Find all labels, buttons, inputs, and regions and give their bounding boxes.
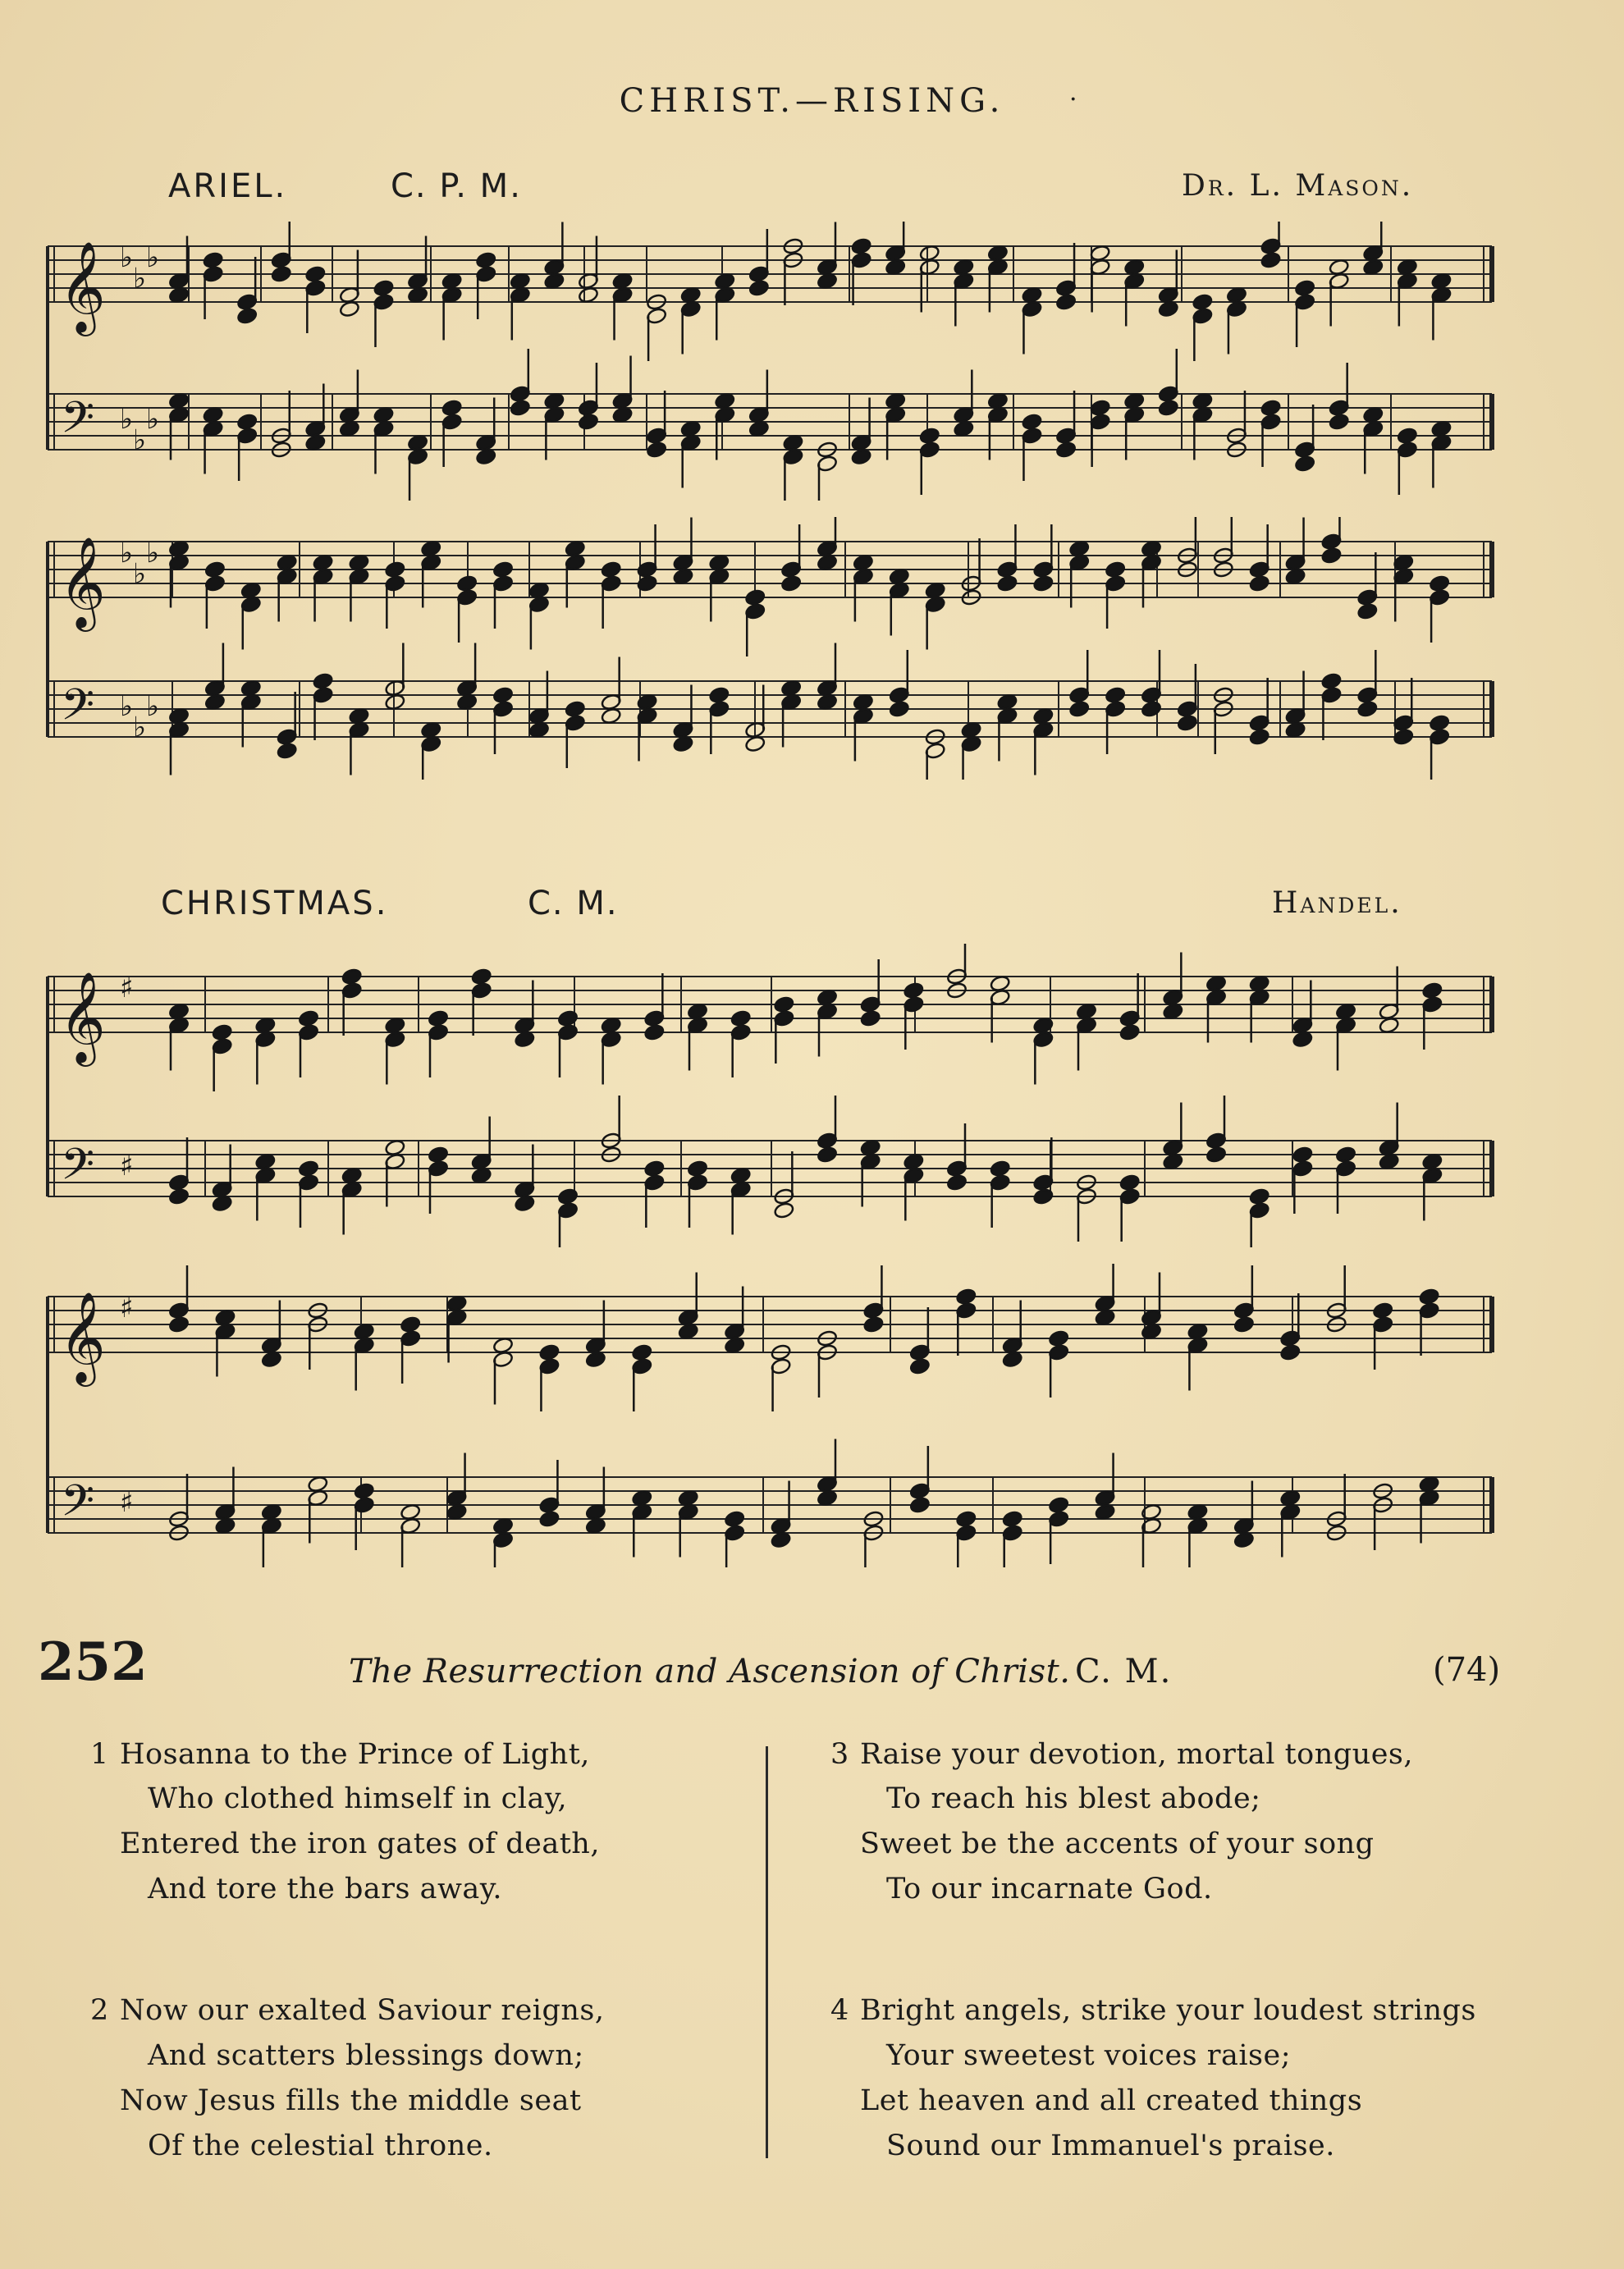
music-system-christmas-1 — [0, 944, 1624, 1247]
notehead — [1192, 293, 1213, 311]
notehead — [456, 574, 478, 592]
key-signature-icon: ♭ — [133, 711, 147, 744]
music-system-ariel-1 — [0, 222, 1624, 501]
notehead — [236, 307, 258, 325]
notehead — [1260, 251, 1282, 269]
notehead — [1055, 293, 1077, 311]
notehead — [1141, 700, 1162, 718]
verse-line: Entered the iron gates of death, — [120, 1828, 600, 1860]
notehead — [1294, 279, 1315, 297]
notehead — [863, 1315, 885, 1333]
notehead — [168, 1315, 190, 1333]
notehead — [889, 700, 910, 718]
key-signature-icon: ♯ — [120, 1292, 134, 1324]
notehead — [1397, 427, 1418, 445]
key-signature-icon: ♭ — [146, 403, 160, 436]
ornament-dot: · — [1069, 85, 1077, 114]
tune-name-christmas: CHRISTMAS. — [161, 885, 389, 922]
bass-clef-icon: 𝄢 — [61, 393, 95, 454]
bass-clef-icon: 𝄢 — [61, 1140, 95, 1201]
notehead — [1002, 1510, 1023, 1528]
notehead — [236, 413, 258, 431]
notehead — [946, 1173, 968, 1192]
composer-ariel: Dr. L. Mason. — [1182, 169, 1414, 203]
notehead — [1233, 1315, 1255, 1333]
notehead — [1260, 399, 1282, 417]
notehead — [1329, 413, 1350, 431]
notehead — [1048, 1496, 1069, 1514]
notehead — [168, 1187, 190, 1205]
notehead — [724, 1510, 745, 1528]
notehead — [1321, 672, 1343, 690]
notehead — [1022, 413, 1043, 431]
key-signature-icon: ♯ — [120, 972, 134, 1004]
notehead — [1321, 547, 1343, 565]
bass-clef-icon: 𝄢 — [61, 680, 95, 741]
hymn-title: The Resurrection and Ascension of Christ. — [349, 1653, 1071, 1690]
notehead — [1158, 399, 1179, 417]
notehead — [1177, 714, 1198, 732]
notehead — [204, 560, 226, 579]
notehead — [1421, 981, 1443, 1000]
key-signature-icon: ♭ — [120, 241, 134, 274]
key-signature-icon: ♭ — [146, 690, 160, 723]
notehead — [997, 574, 1018, 592]
verse-line: Sound our Immanuel's praise. — [886, 2129, 1335, 2162]
notehead — [631, 1343, 652, 1361]
verse-line: To our incarnate God. — [886, 1873, 1213, 1905]
verse-line: Who clothed himself in clay, — [148, 1782, 568, 1815]
key-signature-icon: ♭ — [146, 537, 160, 570]
treble-clef-icon: 𝄞 — [59, 1291, 106, 1383]
notehead — [441, 399, 463, 417]
notehead — [492, 686, 514, 704]
notehead — [428, 1146, 449, 1164]
verse-line: Your sweetest voices raise; — [886, 2039, 1292, 2072]
notehead — [909, 1357, 931, 1375]
notehead — [1372, 1301, 1393, 1320]
verse-line: Hosanna to the Prince of Light, — [120, 1738, 590, 1771]
notehead — [1032, 574, 1054, 592]
notehead — [578, 413, 599, 431]
notehead — [510, 399, 531, 417]
notehead — [903, 981, 924, 1000]
notehead — [643, 1160, 665, 1178]
notehead — [313, 672, 334, 690]
notehead — [1119, 1173, 1141, 1192]
notehead — [1356, 700, 1378, 718]
notehead — [730, 1009, 752, 1027]
notehead — [384, 560, 405, 579]
notehead — [817, 1146, 838, 1164]
notehead — [539, 1343, 560, 1361]
notehead — [1090, 399, 1111, 417]
bass-clef-icon: 𝄢 — [61, 1476, 95, 1537]
stanza-number: 4 — [830, 1994, 849, 2027]
key-signature-icon: ♯ — [120, 1150, 134, 1183]
composer-christmas: Handel. — [1272, 886, 1402, 920]
notehead — [1419, 1288, 1440, 1306]
notehead — [1119, 1023, 1141, 1041]
notehead — [539, 1510, 560, 1528]
tune-name-ariel: ARIEL. — [168, 167, 288, 205]
notehead — [298, 1009, 319, 1027]
notehead — [955, 1510, 977, 1528]
hymn-meter: C. M. — [1075, 1653, 1173, 1690]
treble-clef-icon: 𝄞 — [59, 971, 106, 1063]
notehead — [565, 700, 586, 718]
stanza-number: 2 — [90, 1994, 109, 2027]
tune-meter-ariel: C. P. M. — [391, 167, 522, 205]
notehead — [744, 588, 766, 606]
key-signature-icon: ♭ — [133, 262, 147, 295]
verse-line: Of the celestial throne. — [148, 2129, 493, 2162]
notehead — [1292, 1146, 1313, 1164]
notehead — [203, 251, 224, 269]
notehead — [780, 574, 802, 592]
notehead — [1055, 441, 1077, 459]
notehead — [557, 1187, 579, 1205]
notehead — [773, 1201, 794, 1219]
running-head: CHRIST.—RISING. — [619, 82, 1005, 120]
key-signature-icon: ♭ — [120, 403, 134, 436]
notehead — [557, 1009, 579, 1027]
verse-line: Bright angels, strike your loudest strings — [860, 1994, 1476, 2027]
notehead — [400, 1315, 421, 1333]
notehead — [955, 1288, 977, 1306]
notehead — [1249, 574, 1270, 592]
notehead — [643, 1023, 665, 1041]
notehead — [492, 560, 514, 579]
verse-line: And tore the bars away. — [148, 1873, 503, 1905]
notehead — [860, 1009, 881, 1027]
notehead — [354, 1482, 375, 1500]
treble-clef-icon: 𝄞 — [59, 536, 106, 628]
notehead — [1105, 686, 1126, 704]
notehead — [428, 1009, 449, 1027]
notehead — [304, 265, 326, 283]
key-signature-icon: ♭ — [133, 557, 147, 591]
notehead — [1249, 1187, 1270, 1205]
notehead — [271, 265, 292, 283]
treble-clef-icon: 𝄞 — [59, 240, 106, 332]
hymn-reference: (74) — [1433, 1651, 1501, 1689]
tune-meter-christmas: C. M. — [528, 885, 619, 922]
notehead — [919, 427, 940, 445]
notehead — [748, 279, 770, 297]
stanza-number: 3 — [830, 1738, 849, 1771]
notehead — [1068, 700, 1090, 718]
key-signature-icon: ♭ — [120, 690, 134, 723]
notehead — [475, 251, 496, 269]
key-signature-icon: ♭ — [120, 537, 134, 570]
notehead — [646, 441, 667, 459]
notehead — [1393, 728, 1414, 746]
notehead — [1294, 455, 1315, 473]
notehead — [212, 1023, 233, 1041]
verse-line: And scatters blessings down; — [148, 2039, 584, 2072]
notehead — [909, 1496, 931, 1514]
verse-line: Sweet be the accents of your song — [860, 1828, 1375, 1860]
notehead — [471, 968, 492, 986]
music-system-christmas-2 — [0, 1264, 1624, 1567]
music-system-ariel-2 — [0, 517, 1624, 780]
verse-line: Now our exalted Saviour reigns, — [120, 1994, 605, 2027]
notehead — [1429, 574, 1450, 592]
notehead — [708, 686, 730, 704]
verse-line: Raise your devotion, mortal tongues, — [860, 1738, 1414, 1771]
notehead — [851, 237, 872, 255]
notehead — [1429, 714, 1450, 732]
notehead — [990, 1160, 1011, 1178]
key-signature-icon: ♯ — [120, 1486, 134, 1519]
notehead — [298, 1160, 319, 1178]
notehead — [1356, 602, 1378, 620]
notehead — [1048, 1329, 1069, 1347]
notehead — [1279, 1343, 1301, 1361]
notehead — [341, 968, 363, 986]
stanza-number: 1 — [90, 1738, 109, 1771]
verse-line: Now Jesus fills the middle seat — [120, 2084, 582, 2117]
notehead — [687, 1160, 708, 1178]
notehead — [1249, 728, 1270, 746]
hymn-number: 252 — [38, 1631, 148, 1693]
column-divider — [766, 1746, 768, 2158]
verse-line: To reach his blest abode; — [886, 1782, 1261, 1815]
notehead — [1105, 560, 1126, 579]
notehead — [277, 742, 298, 760]
notehead — [1205, 1146, 1227, 1164]
key-signature-icon: ♭ — [133, 423, 147, 457]
notehead — [1335, 1146, 1356, 1164]
verse-line: Let heaven and all created things — [860, 2084, 1363, 2117]
notehead — [601, 560, 622, 579]
key-signature-icon: ♭ — [146, 241, 160, 274]
notehead — [773, 995, 794, 1013]
notehead — [373, 279, 395, 297]
